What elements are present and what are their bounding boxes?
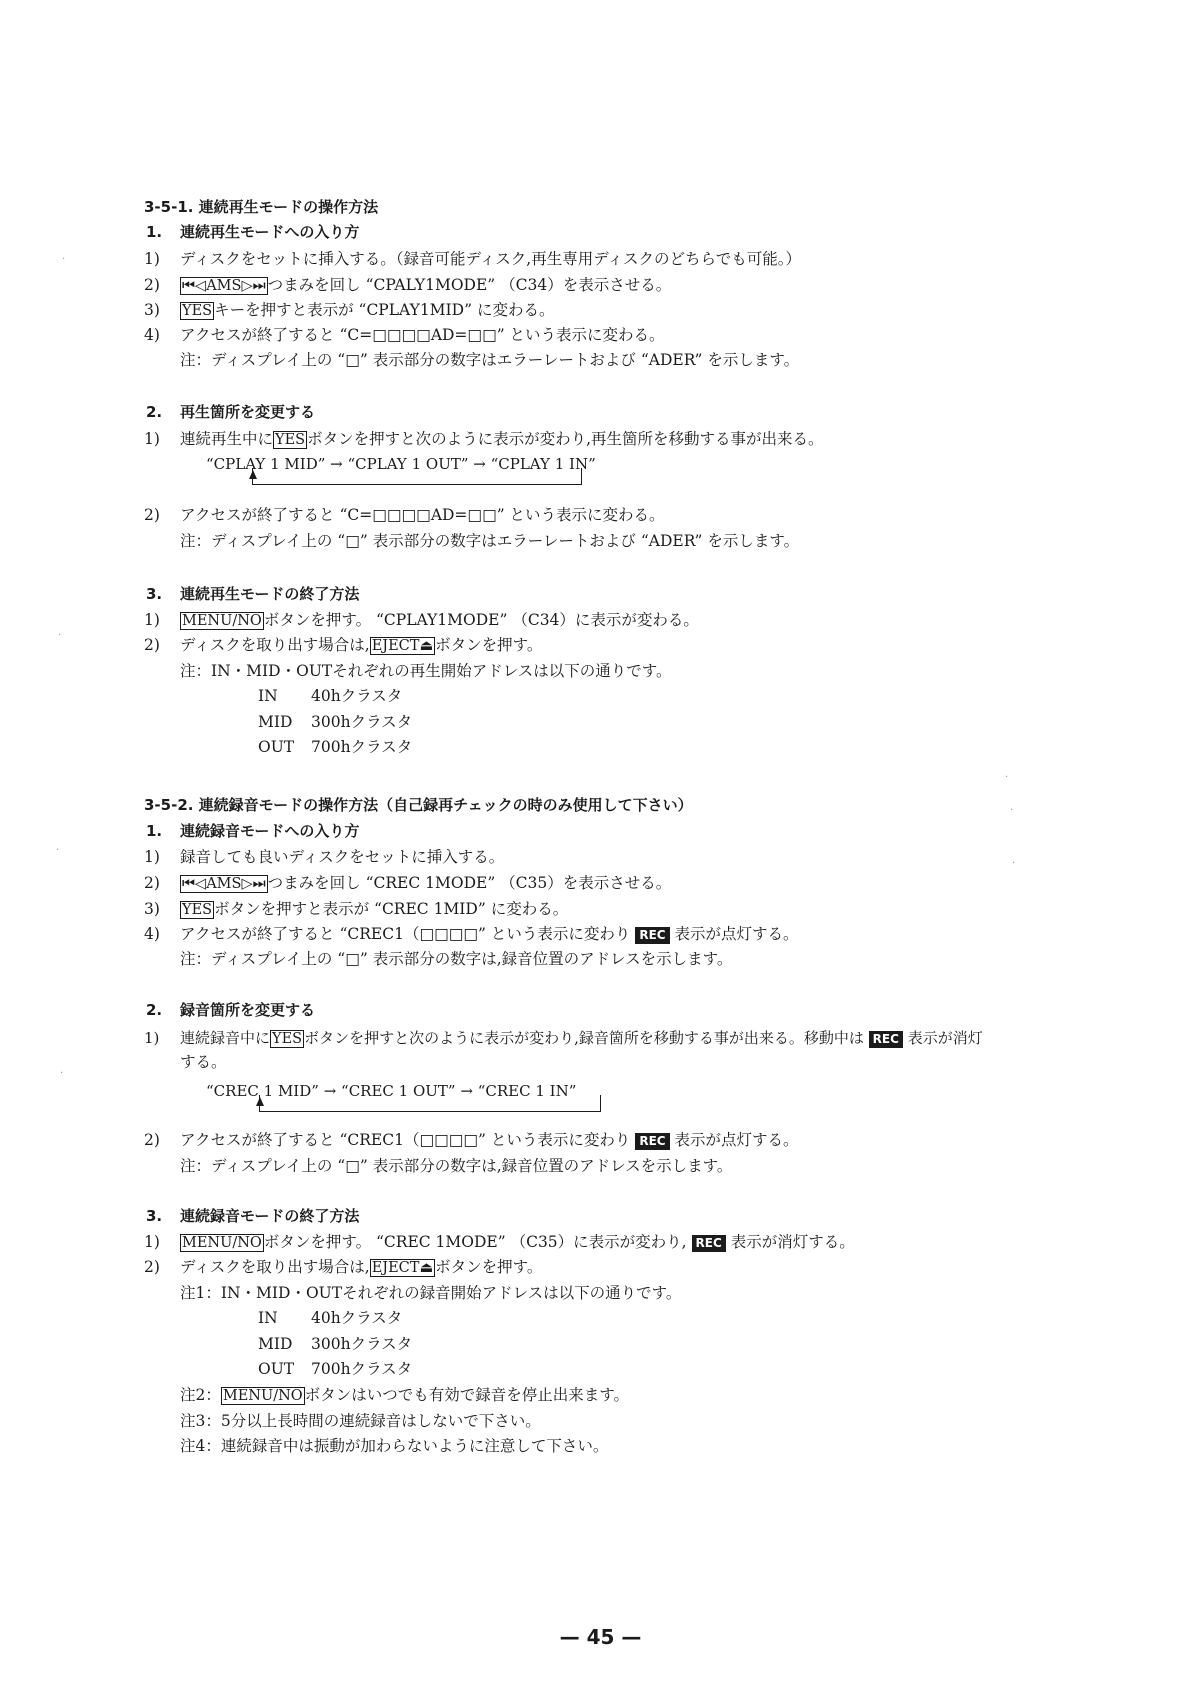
yes-key: YES: [182, 303, 213, 319]
page-number: — 45 —: [559, 1625, 642, 1649]
yes-key: YES: [182, 902, 213, 918]
loop-arrow: [252, 468, 582, 485]
eject-key: EJECT⏏: [371, 1260, 434, 1276]
scan-speck: ·: [1010, 805, 1014, 816]
menu-no-key: MENU/NO: [182, 1235, 262, 1251]
section-title-3-5-1: 3-5-1. 連続再生モードの操作方法: [144, 198, 379, 216]
scan-speck: ·: [56, 845, 60, 856]
rec-indicator-badge: REC: [635, 1133, 669, 1150]
arrow-up-icon: [256, 1097, 264, 1106]
flow-sequence: “CPLAY 1 MID” → “CPLAY 1 OUT” → “CPLAY 1 IN”: [206, 455, 596, 473]
eject-key: EJECT⏏: [371, 638, 434, 654]
rec-indicator-badge: REC: [869, 1031, 903, 1048]
scan-speck: ·: [1012, 858, 1016, 869]
arrow-up-icon: [249, 470, 257, 479]
scan-speck: ·: [60, 1068, 64, 1079]
section-title-3-5-2: 3-5-2. 連続録音モードの操作方法（自己録再チェックの時のみ使用して下さい）: [144, 796, 693, 814]
yes-key: YES: [272, 1031, 303, 1047]
rec-indicator-badge: REC: [635, 927, 669, 944]
ams-knob-key: ⏮◁AMS▷⏭: [182, 876, 266, 892]
loop-arrow: [259, 1095, 601, 1112]
rec-indicator-badge: REC: [692, 1235, 726, 1252]
scan-speck: ·: [62, 254, 66, 265]
flow-sequence: “CREC 1 MID” → “CREC 1 OUT” → “CREC 1 IN”: [206, 1082, 577, 1100]
scan-speck: ·: [1005, 772, 1009, 783]
menu-no-key: MENU/NO: [222, 1388, 303, 1404]
yes-key: YES: [275, 432, 306, 448]
menu-no-key: MENU/NO: [182, 613, 262, 629]
scan-speck: ·: [58, 630, 62, 641]
ams-knob-key: ⏮◁AMS▷⏭: [182, 278, 266, 294]
